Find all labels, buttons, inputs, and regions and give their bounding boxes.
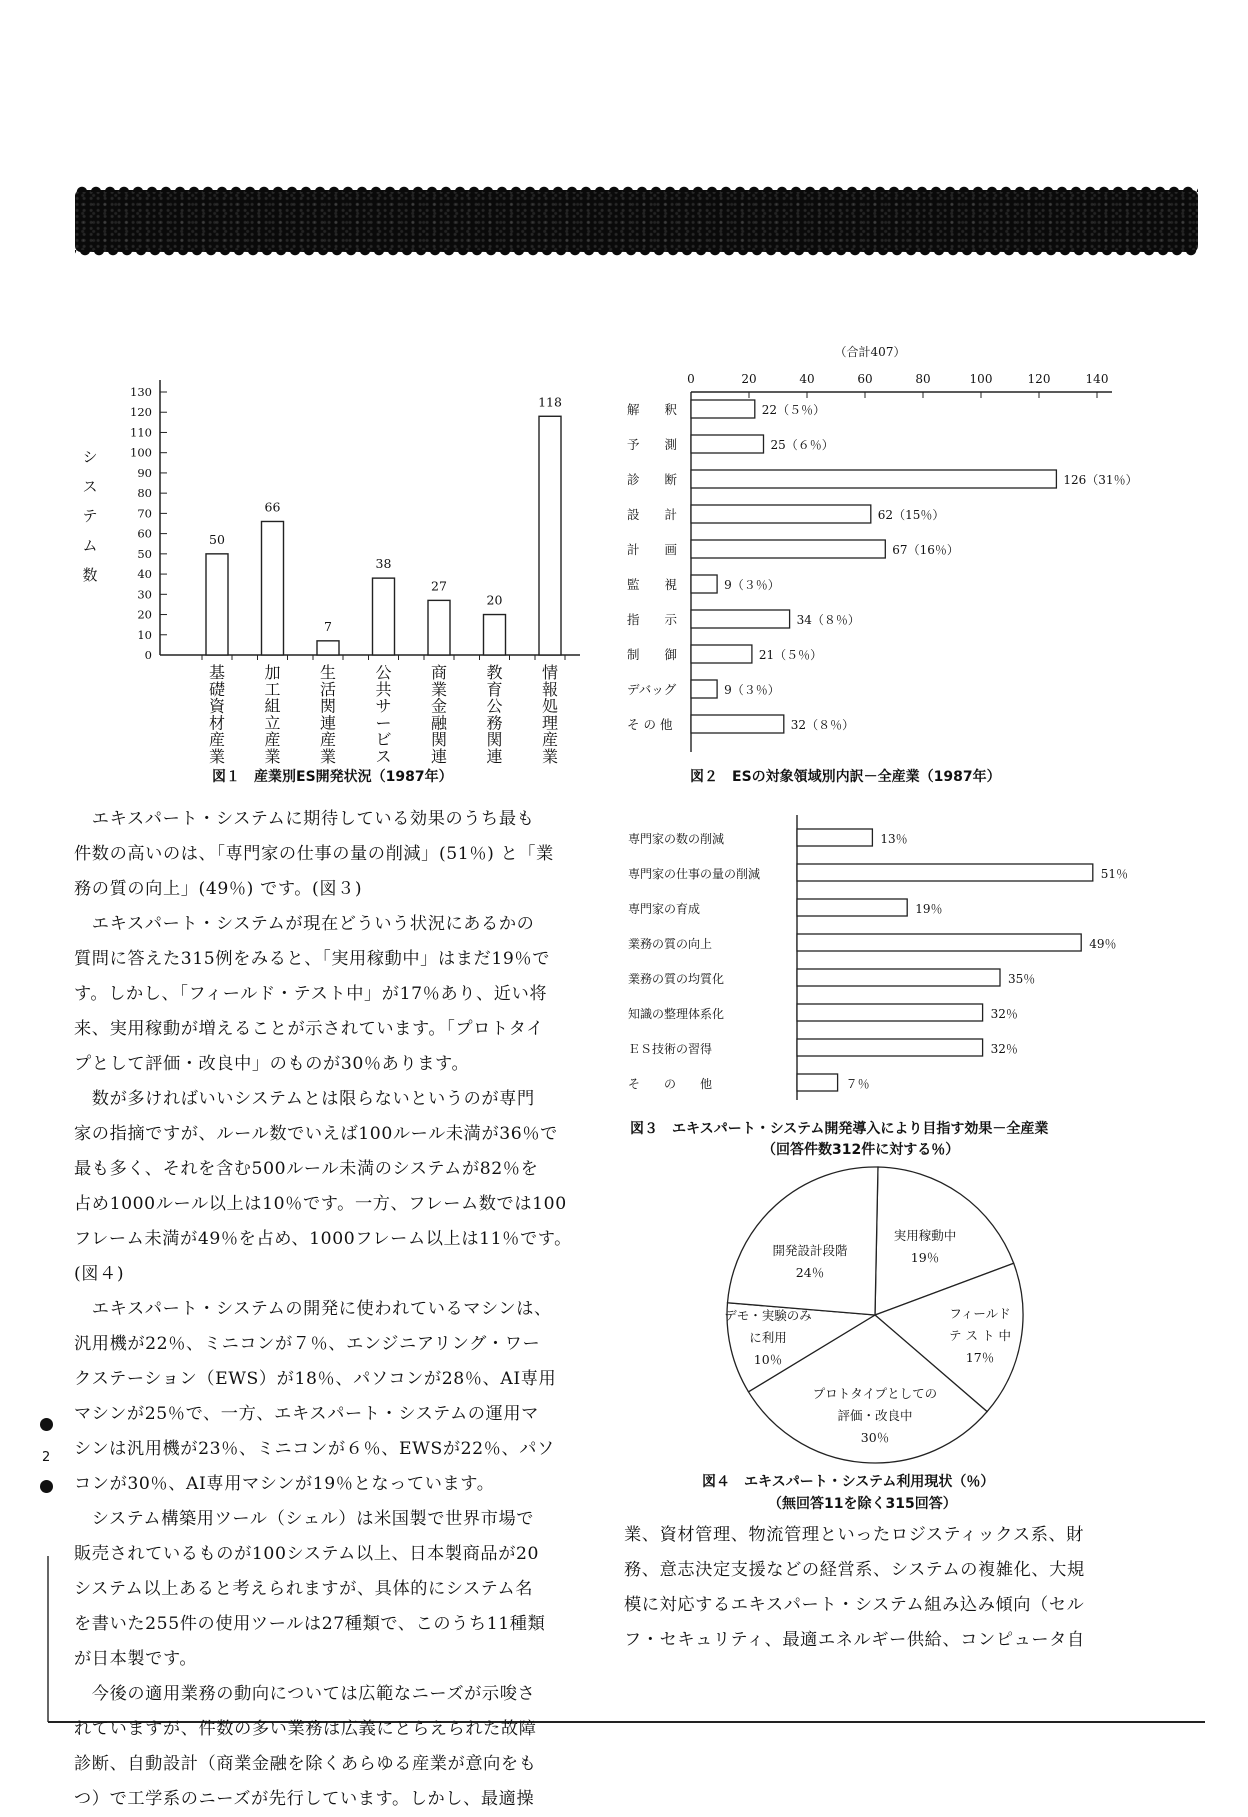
body-text-line: 家の指摘ですが、ルール数でいえば100ルール未満が36％で [74,1124,558,1144]
category-label-char: 産 [264,730,281,750]
pie-category-label: 実用稼動中 [893,1228,957,1243]
category-label: 業務の質の向上 [628,937,713,951]
y-tick-label: 120 [130,405,152,420]
category-label-char: 処 [541,696,559,716]
y-tick-label: 90 [137,465,152,480]
category-label-char: ビ [375,730,392,750]
category-label-char: 教 [486,663,503,682]
body-text-line: コンが30％、AI専用マシンが19％となっています。 [74,1474,495,1494]
y-axis-label-char: ス [82,477,98,496]
body-text-line: エキスパート・システムの開発に使われているマシンは、 [74,1299,552,1319]
body-text-line: つ）で工学系のニーズが先行しています。しかし、最適操 [74,1789,535,1809]
figure-2-chart [627,344,1138,752]
bar-value-label: 27 [431,578,447,594]
bar-value-label: 126（31％） [1063,473,1138,487]
body-text-line: (図４) [74,1264,125,1284]
bar-value-label: 13％ [880,832,908,846]
category-label: 監 視 [627,577,678,592]
pie-category-label: プロトタイプとしての [812,1386,938,1401]
category-label-char: 組 [264,696,281,716]
category-label: 計 画 [627,542,678,557]
figure-2-caption: 図２ ESの対象領域別内訳－全産業（1987年） [690,769,1001,785]
body-text-line: フ・セキュリティ、最適エネルギー供給、コンピュータ自 [624,1630,1085,1650]
bar-value-label: 118 [538,394,562,410]
pie-category-label: 評価・改良中 [837,1408,913,1423]
body-text-line: 業、資材管理、物流管理といったロジスティックス系、財 [624,1525,1085,1545]
y-tick-label: 60 [137,526,152,541]
category-label-char: 育 [486,679,503,699]
pie-value-label: 10％ [753,1352,783,1367]
y-axis-label-char: ム [82,536,98,555]
bar-value-label: 35％ [1008,972,1036,986]
bar [317,641,339,655]
category-label-char: 共 [375,679,392,699]
category-label-char: 業 [264,747,281,766]
category-label: 診 断 [627,472,678,487]
body-text-line: クステーション（EWS）が18％、パソコンが28％、AI専用 [74,1369,557,1389]
y-tick-label: 40 [137,567,152,582]
figure-1-caption: 図１ 産業別ES開発状況（1987年） [212,769,453,785]
bar [691,575,717,593]
pie-category-label: 開発設計段階 [772,1243,848,1258]
margin-bullet-mark [40,1480,53,1493]
bar-value-label: 22（５％） [761,403,826,417]
category-label-char: 基 [208,663,226,682]
figure-4-chart [724,1167,1023,1463]
pie-value-label: 24％ [795,1265,825,1280]
bar-value-label: 25（６％） [770,438,834,452]
category-label-char: 業 [319,747,337,766]
category-label-char: 業 [208,747,226,766]
pie-category-label: デモ・実験のみ [724,1308,812,1323]
category-label-char: ス [375,747,392,766]
x-tick-label: 80 [915,372,931,386]
bar [691,540,885,558]
figure-4-caption-line2: （無回答11を除く315回答） [768,1496,957,1512]
bar [691,680,717,698]
category-label-char: 産 [541,730,559,750]
bar-value-label: 50 [209,531,225,547]
body-text-line: 最も多く、それを含む500ルール未満のシステムが82％を [74,1159,539,1179]
y-axis-label-char: テ [82,507,98,525]
y-tick-label: 100 [130,445,152,460]
category-label-char: 礎 [208,679,226,699]
body-text-line: が日本製です。 [74,1649,198,1669]
y-tick-label: 70 [137,506,152,521]
category-label: そ の 他 [628,1077,713,1091]
category-label: 知識の整理体系化 [628,1007,725,1021]
body-text-line: す。しかし、「フィールド・テスト中」が17％あり、近い将 [74,984,548,1004]
y-tick-label: 30 [137,587,152,602]
body-text-line: プとして評価・改良中」のものが30％あります。 [74,1054,470,1074]
category-label-char: 立 [264,713,281,733]
category-label-char: 活 [319,679,337,699]
body-text-line: エキスパート・システムが現在どういう状況にあるかの [74,914,535,934]
bar-value-label: 19％ [915,902,943,916]
x-tick-label: 0 [687,372,695,386]
figure-3-chart [628,815,1128,1100]
bar [691,610,790,628]
category-label-char: 連 [430,747,448,766]
body-text-line: 販売されているものが100システム以上、日本製商品が20 [74,1544,540,1564]
y-tick-label: 0 [144,648,152,662]
category-label: 解 釈 [627,402,678,417]
body-text-line: 来、実用稼動が増えることが示されています。「プロトタイ [74,1019,544,1039]
category-label: 専門家の仕事の量の削減 [628,867,761,881]
bar-value-label: 20 [486,592,503,608]
body-text-line: 件数の高いのは、「専門家の仕事の量の削減」(51％) と「業 [74,844,554,864]
pie-slice [728,1167,878,1315]
bar [797,1004,983,1021]
body-text-line: 汎用機が22％、ミニコンが７％、エンジニアリング・ワー [74,1334,541,1354]
margin-bullet-mark [40,1418,53,1431]
bar [797,1039,983,1056]
body-text-line: 数が多ければいいシステムとは限らないというのが専門 [74,1089,535,1109]
bar-value-label: ７％ [845,1077,870,1091]
bar [691,645,752,663]
category-label-char: 情 [541,663,559,682]
bar-value-label: 7 [324,618,332,634]
body-text-line: 占め1000ルール以上は10％です。一方、フレーム数では100 [74,1194,567,1214]
bar [691,400,755,418]
category-label-char: 公 [375,663,392,682]
category-label-char: 報 [541,679,559,699]
body-text-line: 今後の適用業務の動向については広範なニーズが示唆さ [74,1684,536,1704]
x-tick-label: 140 [1085,372,1109,386]
category-label-char: 理 [541,713,559,733]
y-tick-label: 80 [137,486,152,501]
category-label-char: 産 [208,730,226,750]
page-number: 2 [42,1450,51,1465]
category-label-char: 業 [430,679,448,699]
body-text-line: れていますが、件数の多い業務は広義にとらえられた故障 [74,1719,537,1739]
category-label: 指 示 [627,612,678,627]
bar-value-label: 21（５％） [758,648,823,662]
category-label: 専門家の育成 [628,902,701,916]
bar-value-label: 66 [264,499,281,515]
category-label-char: 生 [319,663,337,682]
bar [691,715,784,733]
bar-value-label: 32（８％） [790,718,855,732]
category-label: そ の 他 [627,717,673,732]
pie-category-label: フィールド [949,1306,1011,1321]
category-label-char: 業 [541,747,559,766]
bar [539,416,561,655]
bar-value-label: 32％ [990,1042,1018,1056]
bar [262,521,284,655]
bar-value-label: 9（３％） [724,683,780,697]
category-label-char: 関 [430,730,448,750]
x-tick-label: 100 [969,372,993,386]
y-tick-label: 110 [130,425,152,440]
body-text-line: システム構築用ツール（シェル）は米国製で世界市場で [74,1509,535,1529]
bar [797,864,1093,881]
category-label-char: 資 [208,696,226,716]
y-tick-label: 130 [130,385,152,399]
bar [691,470,1056,488]
y-tick-label: 50 [137,546,152,561]
category-label-char: ー [375,713,392,733]
figure-3-caption-line1: 図３ エキスパート・システム開発導入により目指す効果－全産業 [630,1121,1049,1137]
category-label-char: サ [375,696,392,716]
body-text-line: 務の質の向上」(49％) です。(図３) [74,879,363,899]
bar [797,969,1000,986]
x-tick-label: 60 [857,372,873,386]
category-label: デバッグ [627,682,677,697]
x-tick-label: 20 [741,372,757,386]
body-text-line: 模に対応するエキスパート・システム組み込み傾向（セル [624,1595,1085,1615]
category-label: ＥＳ技術の習得 [628,1042,713,1056]
pie-value-label: 17％ [965,1350,995,1365]
pie-category-label: に利用 [749,1330,787,1345]
bar [797,829,872,846]
x-tick-label: 120 [1027,372,1051,386]
bar [484,615,506,655]
category-label-char: 産 [319,730,337,750]
bar-value-label: 34（８％） [796,613,860,627]
category-label-char: 商 [430,663,448,682]
bar [428,600,450,655]
category-label-char: 連 [319,713,337,733]
pie-value-label: 30％ [860,1430,890,1445]
category-label-char: 金 [430,696,448,716]
bar [797,899,907,916]
bar [206,554,228,655]
figure-3-caption-line2: （回答件数312件に対する％） [762,1142,960,1158]
pie-category-label: テ ス ト 中 [949,1328,1011,1343]
x-tick-label: 40 [799,372,815,386]
category-label: 業務の質の均質化 [628,972,725,986]
body-text-line: 務、意志決定支援などの経営系、システムの複雑化、大規 [624,1560,1085,1580]
body-text-line: 診断、自動設計（商業金融を除くあらゆる産業が意向をも [74,1754,537,1774]
category-label: 設 計 [627,507,678,522]
category-label: 制 御 [627,647,678,662]
bar-value-label: 67（16％） [892,543,959,557]
category-label: 予 測 [627,437,678,452]
y-tick-label: 20 [137,607,152,622]
category-label-char: 融 [430,713,448,733]
bar-value-label: 62（15％） [877,508,945,522]
body-text-line: システム以上あると考えられますが、具体的にシステム名 [74,1579,534,1599]
category-label-char: 公 [486,696,503,716]
category-label-char: 工 [264,679,281,699]
body-text-line: マシンが25％で、一方、エキスパート・システムの運用マ [74,1404,539,1424]
bar-value-label: 38 [375,556,392,572]
figure-4-caption-line1: 図４ エキスパート・システム利用現状（％） [702,1474,995,1490]
body-text-line: フレーム未満が49％を占め、1000フレーム以上は11％です。 [74,1229,572,1249]
bar [373,578,395,655]
body-text-line: 質問に答えた315例をみると、「実用稼動中」はまだ19％で [74,949,550,969]
y-tick-label: 10 [137,627,152,642]
chart-subtitle: （合計407） [834,345,906,359]
bar [797,934,1081,951]
category-label-char: 関 [319,696,337,716]
y-axis-label-char: シ [82,448,98,466]
category-label-char: 加 [264,663,281,682]
category-label-char: 材 [208,713,226,733]
bar-value-label: 9（３％） [724,578,780,592]
bar [691,435,764,453]
category-label-char: 連 [486,747,503,766]
bar [797,1074,838,1091]
body-text-line: エキスパート・システムに期待している効果のうち最も [74,809,535,829]
pie-value-label: 19％ [910,1250,940,1265]
bar-value-label: 32％ [990,1007,1018,1021]
body-text-line: シンは汎用機が23％、ミニコンが６％、EWSが22％、パソ [74,1439,555,1459]
figure-1-chart [82,380,580,766]
category-label-char: 関 [486,730,503,750]
category-label: 専門家の数の削減 [628,832,725,846]
bar [691,505,871,523]
bar-value-label: 51％ [1100,867,1129,881]
body-text-line: を書いた255件の使用ツールは27種類で、このうち11種類 [74,1614,546,1634]
y-axis-label-char: 数 [82,566,98,584]
category-label-char: 務 [486,713,503,733]
bar-value-label: 49％ [1089,937,1117,951]
